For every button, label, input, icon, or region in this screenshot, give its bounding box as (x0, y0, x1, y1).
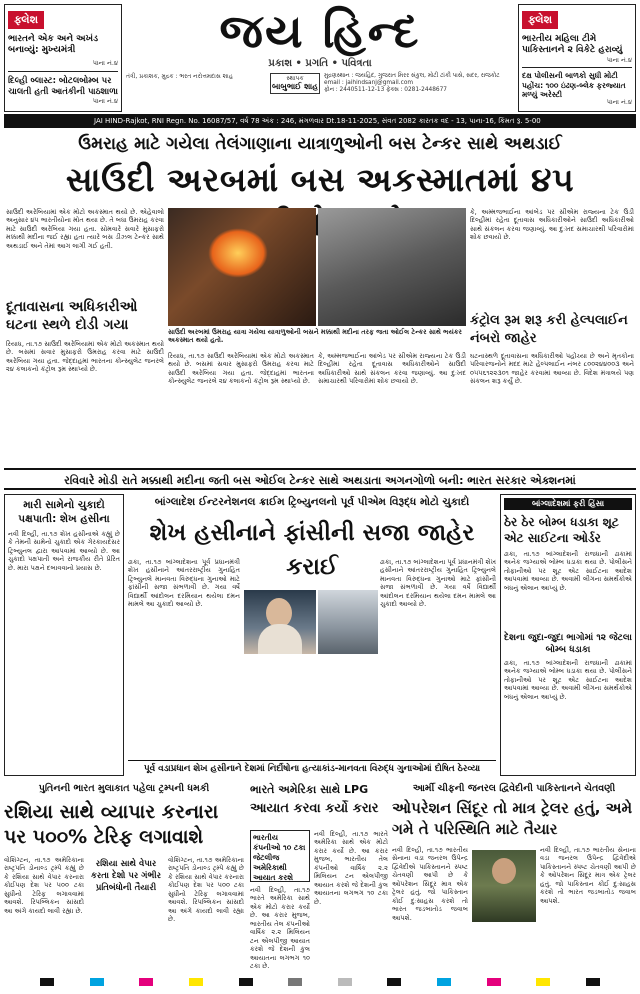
right-story-sub: દેશના જુદા-જુદા ભાગોમાં ૧૨ જેટલા બોમ્બ ધડાકા (504, 633, 632, 655)
right-story-tag: બાંગ્લાદેશમાં ફરી હિંસા (504, 498, 632, 510)
masthead (126, 4, 514, 112)
lead-left-sub: દૂતાવાસના અધિકારીઓ ઘટના સ્થળે દોડી ગયા (6, 299, 138, 333)
flash-left-item2-page: પાના નં.૪ (92, 96, 118, 105)
hasina-footer: પૂર્વ વડાપ્રધાન શેખ હસીનાને દેશમાં નિર્દોષોના હત્યાકાંડ-માનવતા વિરુદ્ધ ગુનાઓમાં દોષિત ઠેરવ્યા (128, 760, 496, 777)
right-story-body: ઢાકા, તા.૧૭ બાંગ્લાદેશની રાજધાની ઢાકામાં અનેક જગ્યાએ બોમ્બ ધડાકા થયા છે. પોલીસને તોફાનીઓ પર શૂટ એટ સાઈટના આદેશ આપવામાં આવ્યા છે. અવામી લીગના સમર્થકોએ બંધનું એલાન આપ્યું છે. (504, 550, 632, 592)
army-body: નવી દિલ્હી, તા.૧૭ ભારતીય સેનાના વડા જનરલ ઉપેન્દ્ર દ્વિવેદીએ પાકિસ્તાનને સ્પષ્ટ ચેતવણી આપી છે કે ઓપરેશન સિંદૂર માત્ર એક ટ્રેલર હતું. જો પાકિસ્તાન કોઈ દુઃસાહસ કરશે તો ભારત જડબાતોડ જવાબ આપશે. (392, 846, 468, 922)
lead-col2b: કે, અમ્મજભાઈના આંબેડ પર સીએમ રાજ્યના ટેક ઉંડી દિલ્હીમાં રહેતા દૂતાવાસ અધિકારીઓને સાઉદી અધિકારીઓ સાથે સંકલન કરવા જણાવ્યું. આ દુઃખદ સમાચારથી પરિવારોમાં શોક છવાયો છે. (318, 352, 466, 386)
lead-col3: કે, અમ્મજભાઈના આંબેડ પર સીએમ રાજ્યના ટેક ઉંડી દિલ્હીમાં રહેતા દૂતાવાસ અધિકારીઓને સાઉદી અધિકારીઓ સાથે સંકલન કરવા જણાવ્યું. આ દુઃખદ સમાચારથી પરિવારોમાં શોક છવાયો છે. (470, 208, 634, 242)
lead-right-sub: કંટ્રોલ રૂમ શરૂ કરી હેલ્પલાઈન નંબરો જાહેર (470, 313, 628, 346)
right-story-headline: ઠેર ઠેર બોમ્બ ધડાકા શૂટ એટ સાઈટના ઓર્ડર (504, 515, 619, 545)
flash-right-item1-page: પાના નં.૪ (606, 55, 632, 64)
flash-box-left (4, 4, 122, 112)
trump-headline: રશિયા સાથે વ્યાપાર કરનારા પર ૫૦૦% ટેરિફ લગાવાશે (4, 801, 219, 848)
lead-col4: ઘટનાસ્થળે દૂતાવાસના અધિકારીઓ પહોંચ્યા છે અને મૃતકોના પરિવારજનોને મદદ માટે હેલ્પલાઈન નંબર ૮૦૦૨૪૪૦૦૩ અને ૦૫૫૬૧૨૨૩૦૧ જાહેર કરવામાં આવ્યા છે. વિદેશ મંત્રાલયે પણ સંકલન શરૂ કર્યું છે. (470, 352, 634, 386)
flash-right-item1: ભારતીય મહિલા ટીમે પાકિસ્તાનને ૨ વિકેટે હરાવ્યું (522, 34, 623, 56)
hasina-headline: શેખ હસીનાને ફાંસીની સજા જાહેર કરાઈ (149, 520, 475, 580)
hasina-body-2: ઢાકા, તા.૧૭ બાંગ્લાદેશના પૂર્વ પ્રધાનમંત્રી શેખ હસીનાને આંતરરાષ્ટ્રીય ગુનાહિત ટ્રિબ્યુનલે માનવતા વિરુદ્ધના ગુનાઓ માટે ફાંસીની સજા સંભળાવી છે. ગયા વર્ષે વિદ્યાર્થી આંદોલન દરમિયાન થયેલા દમન મામલે આ ચુકાદો આવ્યો છે. (380, 558, 496, 609)
trump-kicker: પુતિનની ભારત મુલાકાત પહેલા ટ્રમ્પની ધમકી (38, 783, 210, 794)
hasina-body-1: ઢાકા, તા.૧૭ બાંગ્લાદેશના પૂર્વ પ્રધાનમંત્રી શેખ હસીનાને આંતરરાષ્ટ્રીય ગુનાહિત ટ્રિબ્યુનલે માનવતા વિરુદ્ધના ગુનાઓ માટે ફાંસીની સજા સંભળાવી છે. ગયા વર્ષે વિદ્યાર્થી આંદોલન દરમિયાન થયેલા દમન મામલે આ ચુકાદો આવ્યો છે. (128, 558, 240, 609)
flash-box-right (518, 4, 636, 112)
lpg-sub-box (250, 830, 310, 882)
army-chief-photo (472, 850, 536, 922)
hasina-kicker: બાંગ્લાદેશ ઈન્ટરનેશનલ ક્રાઈમ ટ્રિબ્યુનલનો પૂર્વ પીએમ વિરૂદ્ધ મોટો ચુકાદો (154, 496, 470, 508)
reg-line (4, 114, 636, 128)
flash-left-item1: ભારતને એક અને અખંડ બનાવ્યું: મુખ્યમંત્રી (8, 34, 99, 56)
flash-tag-left: ફ્લેશ (8, 11, 44, 29)
reg-line-text: JAI HIND-Rajkot, RNI Regn. No. 16087/57, વર્ષ 78 અંક : 246, મંગળવાર Dt.18-11-2025, સંવત 2082 કારતક વદ - 13, પાના-16, કિંમત રૂ. 5-00 (94, 117, 541, 125)
masthead-tagline: પ્રકાશ • પ્રગતિ • પવિત્રતા (268, 58, 372, 69)
stapak-name: બાબુભાઈ શાહ (272, 82, 318, 92)
stapak-label: સ્થાપક (286, 75, 304, 82)
masthead-founder: તંત્રી, પ્રકાશક, મુદ્રક : ભરત નરોત્તમદાસ શાહ (126, 73, 233, 80)
right-story-box (500, 494, 636, 776)
lead-photo-caption: સાઉદી અરબમાં ઉમરાહ યાત્રા ગયેલા યાત્રાળુઓની બસને મક્કાથી મદીના તરફ જતા ઓઈલ ટેન્કર સાથે ભયંકર અકસ્માત થયો હતો. (168, 328, 462, 345)
lead-col1: સાઉદી અરેબિયામાં એક મોટો અકસ્માત થયો છે. એહેવાલો અનુસાર ૪૫ ભારતીયોના મોત થયા છે. તે બધા ઉમરાહ કરવા માટે સાઉદી અરેબિયા ગયા હતા. સોમવારે સવારે મુસાફરો મક્કાથી મદીના જઈ રહ્યા હતા ત્યારે બસ ડીઝલ ટેન્કર સાથે અથડાઈ અને તેમાં આગ લાગી ગઈ હતી. (6, 208, 164, 250)
army-headline: ઓપરેશન સિંદૂર તો માત્ર ટ્રેલર હતું, અમે ગમે તે પરિસ્થિતિ માટે તૈયાર (392, 799, 633, 838)
flash-right-item2: દક્ષ પોલીસની બાળકો સુધી મોટી પહોંચ: ૧૦૦ ઇંઢણ-બ્લેક ફરજ્યાત મળ્યું અરેસ્ટી (522, 71, 626, 100)
trump-body-2: વોશિંગ્ટન, તા.૧૭ અમેરિકાના રાષ્ટ્રપતિ ડોનાલ્ડ ટ્રમ્પે કહ્યું છે કે રશિયા સાથે વેપાર કરનારા કોઈપણ દેશ પર ૫૦૦ ટકા સુધીનો ટેરિફ લગાવવામાં આવશે. રિપબ્લિકન સાંસદો આ અંગે કાયદો લાવી રહ્યા છે. (168, 856, 244, 924)
print-reg-marks (40, 978, 600, 988)
lpg-body-2: નવી દિલ્હી, તા.૧૭ ભારતે અમેરિકા સાથે એક મોટો કરાર કર્યો છે. આ કરાર મુજબ, ભારતીય તેલ કંપનીઓ વાર્ષિક ૨.૨ મિલિયન ટન એલપીજી આયાત કરશે જે દેશની કુલ આયાતના લગભગ ૧૦ ટકા છે. (250, 886, 310, 970)
lpg-body: નવી દિલ્હી, તા.૧૭ ભારતે અમેરિકા સાથે એક મોટો કરાર કર્યો છે. આ કરાર મુજબ, ભારતીય તેલ કંપનીઓ વાર્ષિક ૨.૨ મિલિયન ટન એલપીજી આયાત કરશે જે દેશની કુલ આયાતના લગભગ ૧૦ ટકા છે. (314, 830, 388, 906)
masthead-email: email : jaihindsanj@gmail.com (324, 79, 414, 86)
army-kicker: આર્મી ચીફની જનરલ દ્વિવેદીની પાકિસ્તાનને ચેતવણી (412, 783, 616, 794)
flash-right-item2-page: પાના નં.૪ (606, 98, 632, 107)
flash-tag-right: ફ્લેશ (522, 11, 558, 29)
tribunal-photo (318, 590, 378, 654)
right-story-body-2: ઢાકા, તા.૧૭ બાંગ્લાદેશની રાજધાની ઢાકામાં અનેક જગ્યાએ બોમ્બ ધડાકા થયા છે. પોલીસને તોફાનીઓ પર શૂટ એટ સાઈટના આદેશ આપવામાં આવ્યા છે. અવામી લીગના સમર્થકોએ બંધનું એલાન આપ્યું છે. (504, 659, 632, 701)
masthead-fax: ફેક્સ : 0281-2448677 (386, 86, 447, 93)
masthead-address: મુદ્રણસ્થાન : જયહિંદ, ગુજરાત મિરર સંકુલ, મોટી ટાંકી પાસે, સદર, રાજકોટ (324, 73, 500, 79)
flash-left-item2: દિલ્હી બ્લાસ્ટ: બોટલબોમ્બ પર ચાલતી હતી આતંકીની પાઠશાળા (8, 76, 118, 97)
hasina-photo (244, 590, 316, 654)
lead-kicker: ઉમરાહ માટે ગયેલા તેલંગાણાના યાત્રાળુઓની બસ ટેન્કર સાથે અથડાઈ (78, 134, 562, 154)
masthead-title: જય હિન્દ (219, 4, 421, 58)
lead-photo-fire (168, 208, 316, 326)
banner-strip: રવિવારે મોડી રાતે મક્કાથી મદીના જતી બસ ઓઈલ ટેન્કર સાથે અથડાતા અગનગોળો બની: ભારત સરકાર એક્શનમાં (4, 468, 636, 490)
lead-photo-scene (318, 208, 466, 326)
trump-body: વોશિંગ્ટન, તા.૧૭ અમેરિકાના રાષ્ટ્રપતિ ડોનાલ્ડ ટ્રમ્પે કહ્યું છે કે રશિયા સાથે વેપાર કરનારા કોઈપણ દેશ પર ૫૦૦ ટકા સુધીનો ટેરિફ લગાવવામાં આવશે. રિપબ્લિકન સાંસદો આ અંગે કાયદો લાવી રહ્યા છે. (4, 856, 84, 915)
lead-col2: રિયાધ, તા.૧૭ સાઉદી અરેબિયામાં એક મોટો અકસ્માત થયો છે. બસમાં સવાર મુસાફરો ઉમરાહ કરવા માટે સાઉદી અરેબિયા ગયા હતા. જેદ્દાહમાં ભારતના કોન્સ્યુલેટ જનરલે ૨૪ કલાકનો કંટ્રોલ રૂમ સ્થાપ્યો છે. (168, 352, 314, 386)
lpg-headline: આયાત કરવા કર્યો કરાર (250, 801, 379, 816)
trump-sub: રશિયા સાથે વેપાર કરતા દેશો પર ગંભીર પ્રતિબંધોની તૈયારી (90, 859, 162, 893)
lpg-kicker: ભારતે અમેરિકા સાથે LPG (250, 783, 369, 796)
army-body-2: નવી દિલ્હી, તા.૧૭ ભારતીય સેનાના વડા જનરલ ઉપેન્દ્ર દ્વિવેદીએ પાકિસ્તાનને સ્પષ્ટ ચેતવણી આપી છે કે ઓપરેશન સિંદૂર માત્ર એક ટ્રેલર હતું. જો પાકિસ્તાન કોઈ દુઃસાહસ કરશે તો ભારત જડબાતોડ જવાબ આપશે. (540, 846, 636, 905)
left-story-box (4, 494, 124, 776)
masthead-phone: ફોન : 2440511-12-13 (324, 86, 385, 93)
lead-headline: સાઉદી અરબમાં બસ અકસ્માતમાં ૪૫ (65, 160, 575, 199)
flash-left-item1-page: પાના નં.૪ (92, 58, 118, 67)
lpg-sub: ભારતીય કંપનીઓ ૧૦ ટકા જેટલીજ અમેરિકાથી આયાત કરશે (253, 833, 306, 882)
left-story-body: નવી દિલ્હી, તા.૧૭ શેખ હસીનાએ કહ્યું છે કે તેમની સામેનો ચુકાદો એક ગેરકાયદેસર ટ્રિબ્યુનલ દ્વારા આપવામાં આવ્યો છે. આ ચુકાદો પક્ષપાતી અને રાજકીય રીતે પ્રેરિત છે. મારા પક્ષને દબાવવાનો પ્રયાસ છે. (8, 530, 120, 572)
lead-col1b: રિયાધ, તા.૧૭ સાઉદી અરેબિયામાં એક મોટો અકસ્માત થયો છે. બસમાં સવાર મુસાફરો ઉમરાહ કરવા માટે સાઉદી અરેબિયા ગયા હતા. જેદ્દાહમાં ભારતના કોન્સ્યુલેટ જનરલે ૨૪ કલાકનો કંટ્રોલ રૂમ સ્થાપ્યો છે. (6, 340, 164, 374)
left-story-headline: મારી સામેનો ચુકાદો પક્ષપાતી: શેખ હસીના (18, 499, 110, 525)
